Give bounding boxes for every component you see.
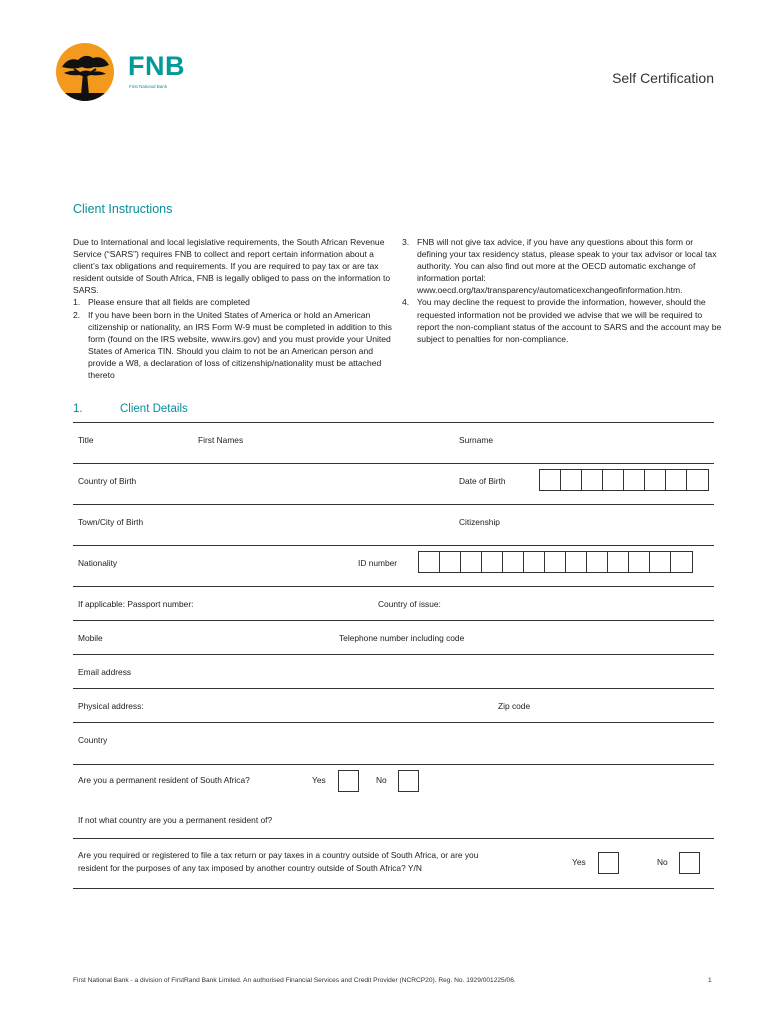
- citizenship-label: Citizenship: [459, 517, 500, 527]
- divider: [73, 654, 714, 655]
- instructions-left-column: [73, 236, 393, 381]
- page-number: 1: [708, 977, 712, 984]
- id-number-field[interactable]: [418, 551, 693, 573]
- divider: [73, 620, 714, 621]
- instruction-number: 2.: [73, 309, 81, 320]
- foreign-tax-question-line2: resident for the purposes of any tax imposed by another country outside of South Africa? Y/N: [78, 863, 422, 873]
- foreign-tax-question-line1: Are you required or registered to file a tax return or pay taxes in a country outside of South Africa, or are you: [78, 850, 479, 860]
- document-title: Self Certification: [612, 70, 714, 86]
- country-of-issue-label: Country of issue:: [378, 599, 441, 609]
- instruction-text: If you have been born in the United States of America or hold an American citizenship or nationality, an IRS Form W-9 must be completed in addition to this form (found on the IRS website, www.irs.gov) and you must provide your United States of America TIN. Should you claim to not be an American person and provide a W8, a declaration of loss of citizenship/nationality must be attached thereto: [88, 309, 392, 381]
- first-names-label: First Names: [198, 435, 244, 445]
- instruction-item: [73, 296, 393, 308]
- instruction-number: 4.: [402, 297, 410, 308]
- country-label: Country: [78, 735, 108, 745]
- foreign-tax-no-label: No: [657, 857, 668, 867]
- divider: [73, 545, 714, 546]
- divider: [73, 422, 714, 423]
- passport-number-label: If applicable: Passport number:: [78, 599, 194, 609]
- brand-name: FNB: [128, 51, 185, 81]
- id-number-label: ID number: [358, 558, 398, 568]
- divider: [73, 838, 714, 839]
- instructions-intro: Due to International and local legislative requirements, the South African Revenue Service (“SARS”) requires FNB to collect and report certain information about a client’s tax obligations and requirements. If you are required to pay tax or are tax resident outside of South Africa, FNB is legally obliged to pass on the information to SARS.: [73, 237, 391, 296]
- other-residency-question: If not what country are you a permanent resident of?: [78, 815, 273, 825]
- instruction-item: [402, 296, 722, 344]
- date-of-birth-label: Date of Birth: [459, 476, 506, 486]
- foreign-tax-yes-label: Yes: [572, 857, 586, 867]
- town-city-of-birth-label: Town/City of Birth: [78, 517, 144, 527]
- divider: [73, 688, 714, 689]
- zip-code-label: Zip code: [498, 701, 531, 711]
- brand-subtitle: First National Bank: [129, 84, 168, 89]
- section-title: Client Details: [120, 403, 188, 415]
- permanent-resident-yes-label: Yes: [312, 775, 326, 785]
- email-label: Email address: [78, 667, 132, 677]
- title-label: Title: [78, 435, 94, 445]
- divider: [73, 888, 714, 889]
- country-of-birth-label: Country of Birth: [78, 476, 137, 486]
- section-number: 1.: [73, 403, 83, 415]
- fnb-logo: [54, 42, 194, 102]
- acacia-tree-icon: [56, 43, 114, 101]
- instruction-number: 3.: [402, 237, 410, 247]
- date-of-birth-field[interactable]: [539, 469, 709, 491]
- divider: [73, 722, 714, 723]
- footer-legal-text: First National Bank - a division of FirstRand Bank Limited. An authorised Financial Services and Credit Provider (NCRCP20). Reg. No. 1929/001225/06.: [73, 977, 516, 984]
- mobile-label: Mobile: [78, 633, 103, 643]
- permanent-resident-question: Are you a permanent resident of South Africa?: [78, 775, 250, 785]
- permanent-resident-yes-checkbox[interactable]: [338, 770, 359, 792]
- foreign-tax-no-checkbox[interactable]: [679, 852, 700, 874]
- instruction-text: Please ensure that all fields are completed: [88, 297, 250, 308]
- surname-label: Surname: [459, 435, 493, 445]
- foreign-tax-yes-checkbox[interactable]: [598, 852, 619, 874]
- permanent-resident-no-label: No: [376, 775, 387, 785]
- instruction-text: FNB will not give tax advice, if you have any questions about this form or defining your tax residency status, please speak to your tax advisor or local tax authority. You can also find out more at the OECD automatic exchange of information portal: www.oecd.org/tax/transparency/automaticexchangeofinformation.htm.: [417, 237, 717, 296]
- permanent-resident-no-checkbox[interactable]: [398, 770, 419, 792]
- divider: [73, 764, 714, 765]
- instruction-item: [73, 309, 393, 382]
- instruction-item: [402, 236, 722, 296]
- instructions-right-column: [402, 236, 722, 345]
- instructions-heading: Client Instructions: [73, 202, 173, 216]
- divider: [73, 463, 714, 464]
- instruction-number: 1.: [73, 297, 81, 308]
- physical-address-label: Physical address:: [78, 701, 144, 711]
- divider: [73, 586, 714, 587]
- instruction-text: You may decline the request to provide the information, however, should the requested information not be provided we advise that we will be required to report the non-compliant status of the account to SARS and the account may be subject to penalties for non-compliance.: [417, 297, 722, 344]
- nationality-label: Nationality: [78, 558, 118, 568]
- divider: [73, 504, 714, 505]
- telephone-label: Telephone number including code: [339, 633, 465, 643]
